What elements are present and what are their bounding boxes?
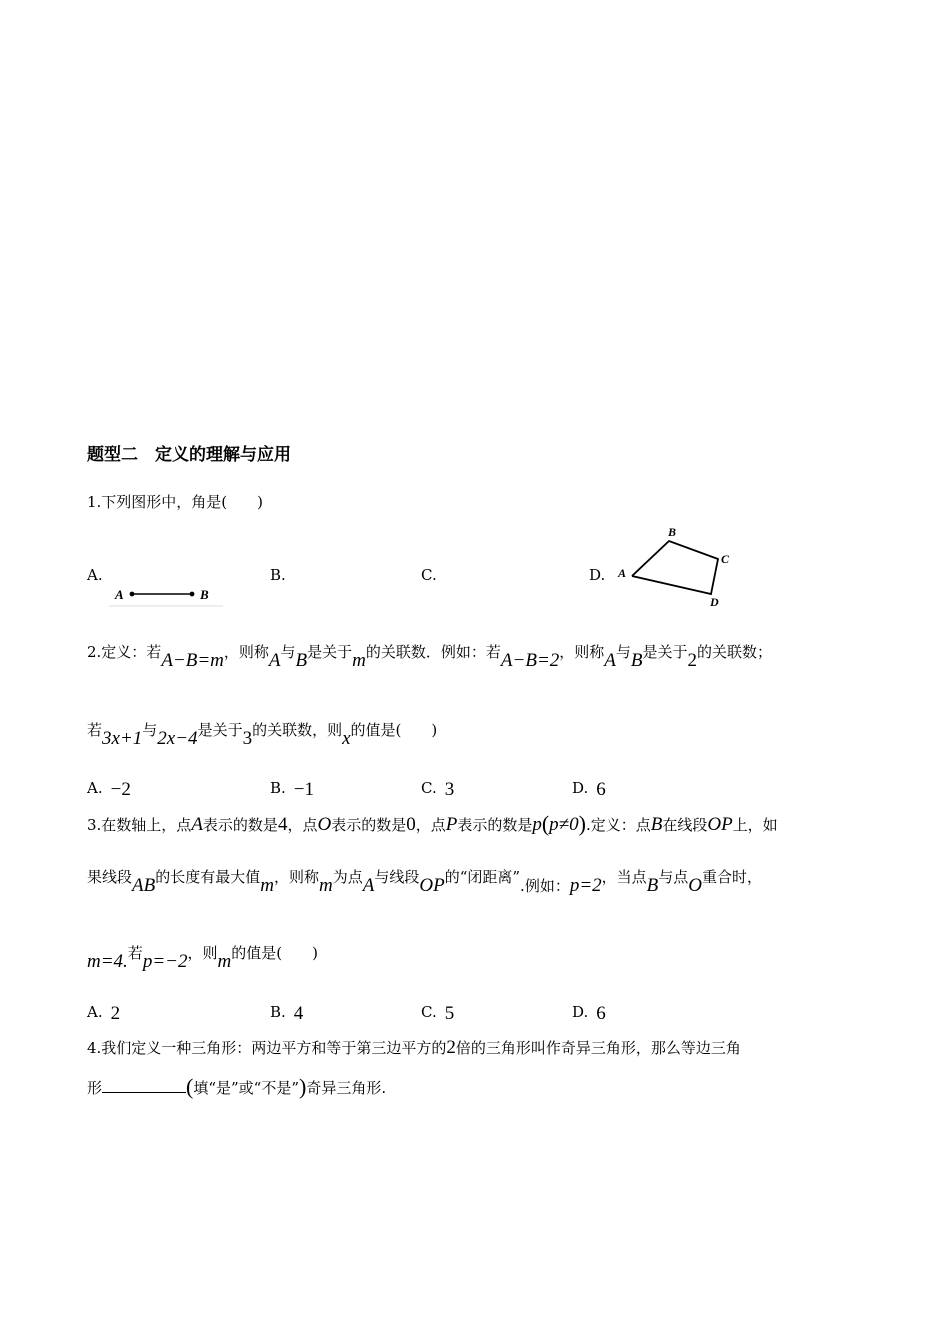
q4-line-2 <box>87 1076 386 1098</box>
math-m: m <box>260 875 274 896</box>
text-run: 上，如 <box>732 816 778 834</box>
option-label: D. <box>572 1003 589 1021</box>
segment-point-a-label: A <box>115 587 124 602</box>
q1-option-b-label: B. <box>270 566 286 584</box>
text-run: 的值是( ) <box>231 944 318 962</box>
math-a: A <box>191 814 203 835</box>
text-run: 是关于 <box>307 643 353 661</box>
q2-option-b <box>270 777 314 799</box>
text-run: ，则 <box>187 944 218 962</box>
option-value: 5 <box>444 1003 455 1024</box>
text-run: 与点 <box>658 868 689 886</box>
math-a: A <box>362 875 375 896</box>
text-run: ，则称 <box>273 868 319 886</box>
math-o: O <box>688 875 703 896</box>
math-b: B <box>650 814 663 835</box>
text-run: .定义：点 <box>585 816 651 834</box>
text-run: ，点 <box>287 816 318 834</box>
math-p-eq-2: p=2 <box>569 875 602 896</box>
text-run: 形 <box>87 1079 103 1097</box>
q3-line-1 <box>87 813 778 835</box>
math-2: 2 <box>446 1037 456 1058</box>
text-run: 重合时， <box>702 868 763 886</box>
math-a-minus-b-eq-2: A−B=2 <box>500 650 560 671</box>
q4-line-1 <box>87 1038 741 1058</box>
text-run: 的“闭距离” <box>444 868 521 886</box>
math-2x-minus-4: 2x−4 <box>157 728 198 749</box>
text-run: 表示的数是 <box>202 816 278 834</box>
math-o: O <box>317 814 332 835</box>
text-run: ，则称 <box>559 643 605 661</box>
math-a-minus-b-eq-m: A−B=m <box>161 650 224 671</box>
math-2: 2 <box>687 650 698 671</box>
text-run: 在线段 <box>662 816 708 834</box>
q3-option-b <box>270 1001 303 1023</box>
math-b: B <box>295 650 308 671</box>
text-run: 2.定义：若 <box>87 643 162 661</box>
q2-option-a <box>87 777 131 799</box>
q2-option-d <box>572 777 606 799</box>
text-run: 是关于 <box>642 643 688 661</box>
option-label: A. <box>87 779 103 797</box>
option-value: 4 <box>293 1003 304 1024</box>
q2-line-1 <box>87 642 773 671</box>
text-run: 表示的数是 <box>331 816 407 834</box>
text-run: ，则称 <box>223 643 269 661</box>
math-ab: AB <box>132 875 156 896</box>
option-value: 2 <box>110 1003 121 1024</box>
math-a: A <box>268 650 281 671</box>
math-op: OP <box>419 875 445 896</box>
option-value: 6 <box>596 1003 606 1024</box>
text-run: 填“是”或“不是” <box>193 1079 300 1097</box>
q3-option-c <box>421 1001 454 1023</box>
math-paren-open: ( <box>541 811 550 836</box>
text-run: 3.在数轴上，点 <box>87 816 192 834</box>
text-run: 的长度有最大值 <box>155 868 261 886</box>
text-run: 奇异三角形. <box>306 1079 387 1097</box>
q3-line-2 <box>87 867 763 896</box>
option-value: 3 <box>444 779 455 800</box>
text-run: 与线段 <box>374 868 420 886</box>
q3-line-3 <box>87 943 318 972</box>
option-value: 6 <box>596 779 606 800</box>
option-label: C. <box>421 779 437 797</box>
math-b: B <box>646 875 659 896</box>
text-run: ，点 <box>415 816 446 834</box>
option-label: A. <box>87 1003 103 1021</box>
q3-option-a <box>87 1001 120 1023</box>
text-run: 果线段 <box>87 868 133 886</box>
q2-line-2 <box>87 720 438 749</box>
option-label: D. <box>572 779 589 797</box>
math-m: m <box>352 650 366 671</box>
text-run: .例如： <box>520 877 570 895</box>
math-x: x <box>342 728 351 749</box>
answer-blank[interactable] <box>102 1078 186 1093</box>
q2-option-c <box>421 777 454 799</box>
q1-figure-segment <box>105 582 225 608</box>
math-paren-close: ) <box>578 811 586 836</box>
text-run: ，当点 <box>601 868 647 886</box>
quad-point-d-label: D <box>710 595 719 609</box>
math-a: A <box>604 650 616 671</box>
math-m-eq-4: m=4. <box>87 951 128 972</box>
q1-option-d-label: D. <box>589 566 606 584</box>
math-paren-open: ( <box>186 1074 194 1099</box>
text-run: 若 <box>127 944 143 962</box>
math-p-eq-neg2: p=−2 <box>142 951 188 972</box>
math-3x-plus-1: 3x+1 <box>102 728 143 749</box>
math-p-neq-0: p≠0 <box>549 814 579 835</box>
text-run: 的关联数，则 <box>252 721 343 739</box>
math-paren-close: ) <box>299 1074 307 1099</box>
option-label: B. <box>270 1003 286 1021</box>
math-m: m <box>319 875 333 896</box>
segment-point-b-label: B <box>200 587 209 602</box>
math-4: 4 <box>277 814 288 835</box>
q1-option-a-label: A. <box>87 566 103 584</box>
text-run: 表示的数是 <box>457 816 533 834</box>
math-m: m <box>217 951 232 972</box>
math-0: 0 <box>406 814 416 835</box>
text-run: 的关联数．例如：若 <box>365 643 501 661</box>
q1-figure-quadrilateral <box>614 520 738 610</box>
option-label: C. <box>421 1003 437 1021</box>
q3-option-d <box>572 1001 606 1023</box>
text-run: 倍的三角形叫作奇异三角形，那么等边三角 <box>455 1039 741 1057</box>
text-run: 与 <box>615 643 631 661</box>
quad-point-a-label: A <box>618 566 627 580</box>
option-label: B. <box>270 779 286 797</box>
section-title: 题型二 定义的理解与应用 <box>87 445 291 465</box>
math-b: B <box>630 650 643 671</box>
quad-point-b-label: B <box>668 525 677 539</box>
math-p-upper: P <box>445 814 458 835</box>
text-run: 的值是( ) <box>350 721 438 739</box>
text-run: 若 <box>87 721 103 739</box>
q1-option-c-label: C. <box>421 566 437 584</box>
text-run: 4.我们定义一种三角形：两边平方和等于第三边平方的 <box>87 1039 447 1057</box>
text-run: 与 <box>142 721 158 739</box>
q1-stem: 1.下列图形中，角是( ) <box>87 493 264 511</box>
math-op: OP <box>707 814 733 835</box>
math-p: p <box>532 814 542 835</box>
text-run: 与 <box>280 643 296 661</box>
quad-point-c-label: C <box>721 552 730 566</box>
text-run: 的关联数； <box>697 643 773 661</box>
text-run: 是关于 <box>197 721 243 739</box>
option-value: −2 <box>110 779 131 800</box>
text-run: 为点 <box>332 868 363 886</box>
math-3: 3 <box>242 728 253 749</box>
option-value: −1 <box>293 779 315 800</box>
